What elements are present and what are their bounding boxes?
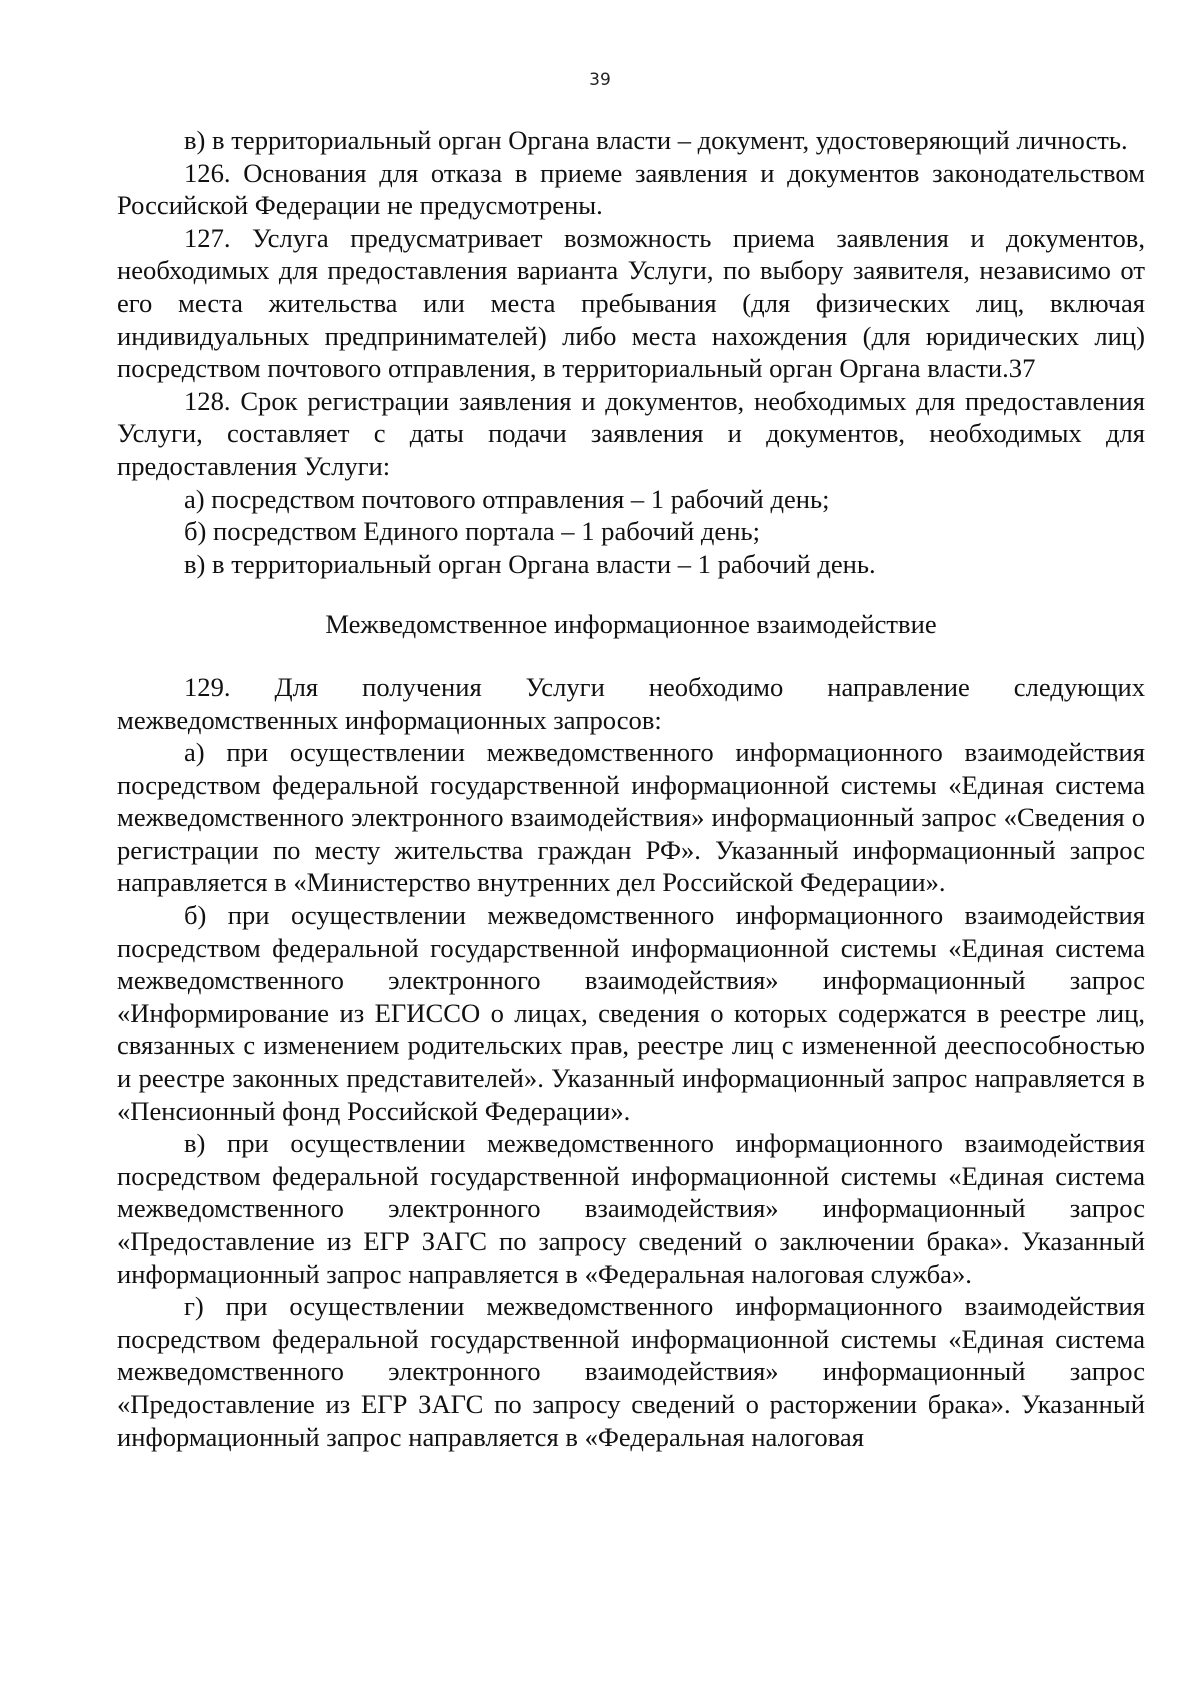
paragraph-item-v-identity: в) в территориальный орган Органа власти – документ, удостоверяющий личность.: [184, 125, 1128, 155]
paragraph-129-a: а) при осуществлении межведомственного информационного взаимодействия посредством федеральной государственной информационной системы «Единая система межведомственного электронного взаимодействия» информационный запрос «Сведения о регистрации по месту жительства граждан РФ». Указанный информационный запрос направляется в «Министерство внутренних дел Российской Федерации».: [117, 737, 1145, 898]
paragraph-129-v: в) при осуществлении межведомственного информационного взаимодействия посредством федеральной государственной информационной системы «Единая система межведомственного электронного взаимодействия» информационный запрос «Предоставление из ЕГР ЗАГС по запросу сведений о заключении брака». Указанный информационный запрос направляется в «Федеральная налоговая служба».: [117, 1128, 1145, 1289]
paragraph-128: 128. Срок регистрации заявления и документов, необходимых для предоставления Услуги, составляет с даты подачи заявления и документов, необходимых для предоставления Услуги:: [117, 385, 1145, 481]
section-title: Межведомственное информационное взаимодействие: [325, 609, 937, 640]
paragraph-129-g: г) при осуществлении межведомственного информационного взаимодействия посредством федеральной государственной информационной системы «Единая система межведомственного электронного взаимодействия» информационный запрос «Предоставление из ЕГР ЗАГС по запросу сведений о расторжении брака». Указанный информационный запрос направляется в «Федеральная налоговая: [117, 1291, 1145, 1452]
paragraph-128-b: б) посредством Единого портала – 1 рабочий день;: [184, 516, 760, 547]
paragraph-126: 126. Основания для отказа в приеме заявления и документов законодательством Российской Федерации не предусмотрены.: [117, 157, 1145, 221]
page-number: 39: [589, 70, 611, 90]
paragraph-127: 127. Услуга предусматривает возможность приема заявления и документов, необходимых для предоставления варианта Услуги, по выбору заявителя, независимо от его места жительства или места пребывания (для физических лиц, включая индивидуальных предпринимателей) либо места нахождения (для юридических лиц) посредством почтового отправления, в территориальный орган Органа власти.37: [117, 222, 1145, 384]
paragraph-128-a: а) посредством почтового отправления – 1 рабочий день;: [184, 483, 830, 514]
paragraph-128-v: в) в территориальный орган Органа власти – 1 рабочий день.: [184, 548, 876, 579]
document-body: [117, 124, 1145, 1453]
paragraph-129: 129. Для получения Услуги необходимо направление следующих межведомственных информационных запросов:: [117, 671, 1145, 735]
paragraph-129-b: б) при осуществлении межведомственного информационного взаимодействия посредством федеральной государственной информационной системы «Единая система межведомственного электронного взаимодействия» информационный запрос «Информирование из ЕГИССО о лицах, сведения о которых содержатся в реестре лиц, связанных с изменением родительских прав, реестре лиц с измененной дееспособностью и реестре законных представителей». Указанный информационный запрос направляется в «Пенсионный фонд Российской Федерации».: [117, 900, 1145, 1126]
